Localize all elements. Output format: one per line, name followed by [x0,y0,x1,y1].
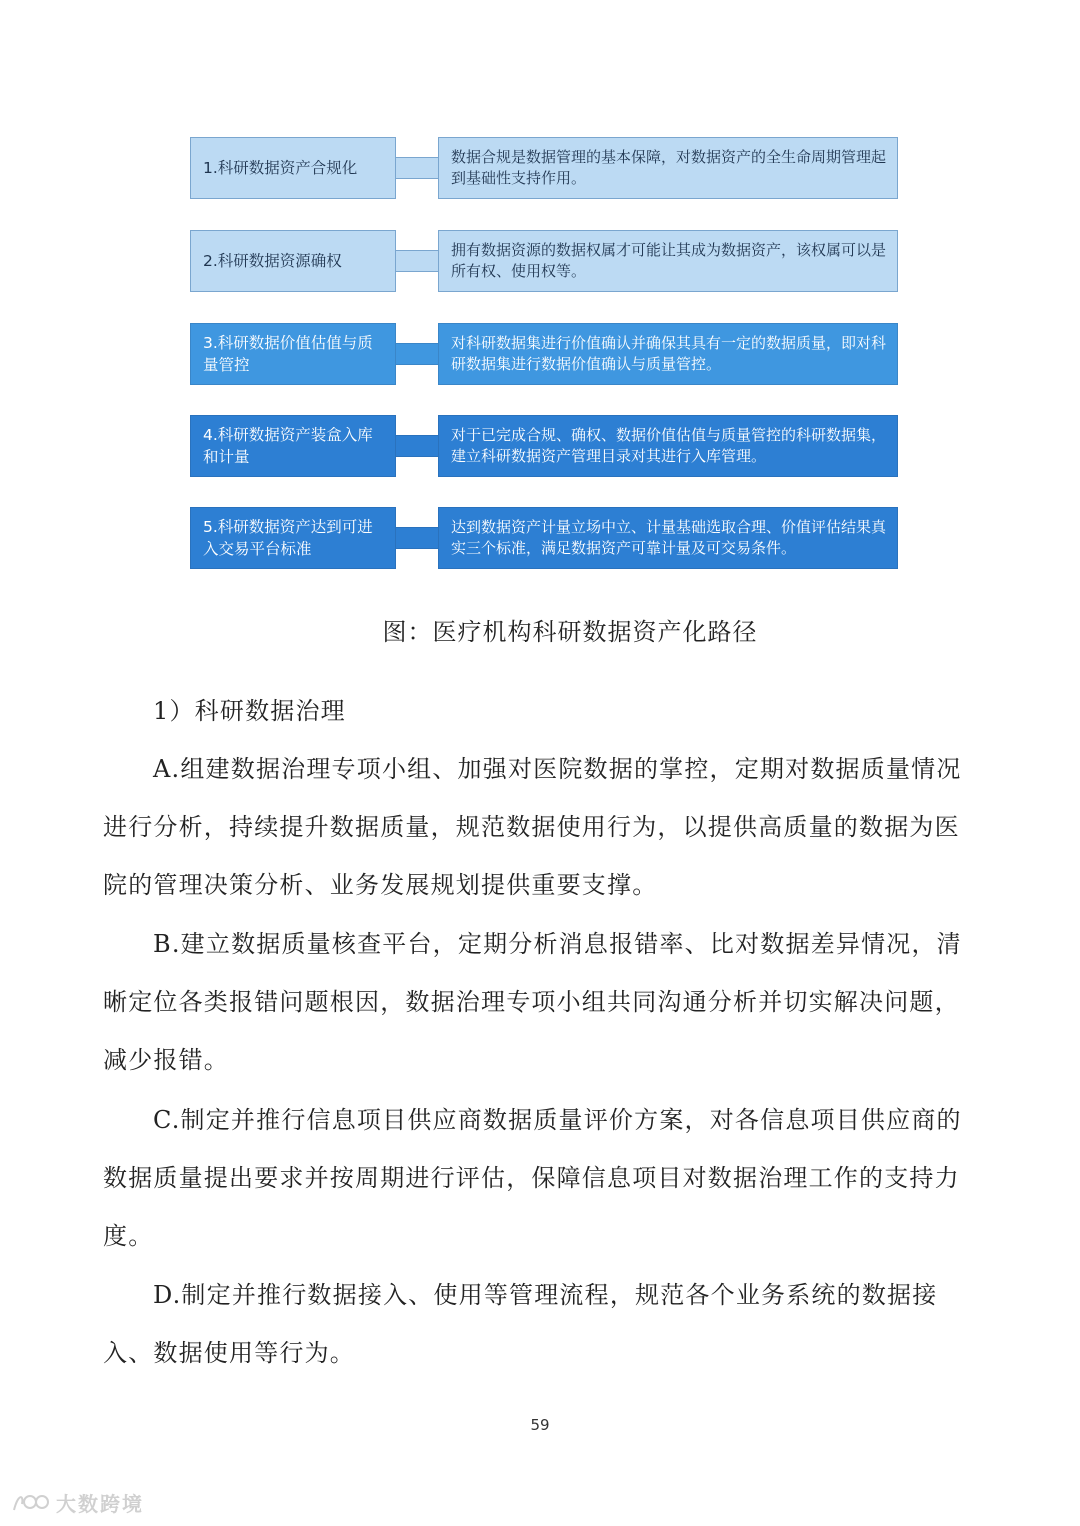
paragraph-c: C.制定并推行信息项目供应商数据质量评价方案，对各信息项目供应商的数据质量提出要求并按周期进行评估，保障信息项目对数据治理工作的支持力度。 [103,1106,962,1250]
figure-caption: 图：医疗机构科研数据资产化路径 [382,618,758,646]
paragraph-d: D.制定并推行数据接入、使用等管理流程，规范各个业务系统的数据接入、数据使用等行为。 [103,1281,938,1367]
diagram-step-description: 对科研数据集进行价值确认并确保其具有一定的数据质量，即对科研数据集进行数据价值确认与质量管控。 [438,323,898,385]
diagram-row-1 [190,137,898,199]
diagram-step-description: 数据合规是数据管理的基本保障，对数据资产的全生命周期管理起到基础性支持作用。 [438,137,898,199]
diagram-row-3 [190,323,898,385]
paragraph-a: A.组建数据治理专项小组、加强对医院数据的掌控，定期对数据质量情况进行分析，持续提升数据质量，规范数据使用行为，以提供高质量的数据为医院的管理决策分析、业务发展规划提供重要支撑。 [103,755,962,899]
diagram-step-label: 5.科研数据资产达到可进入交易平台标准 [190,507,396,569]
watermark-logo-icon [10,1490,50,1516]
diagram-connector [396,157,438,179]
diagram-connector [396,435,438,457]
paragraph-b: B.建立数据质量核查平台，定期分析消息报错率、比对数据差异情况，清晰定位各类报错问题根因，数据治理专项小组共同沟通分析并切实解决问题，减少报错。 [103,930,962,1074]
diagram-row-5 [190,507,898,569]
diagram-step-label: 2.科研数据资源确权 [190,230,396,292]
diagram-step-description: 对于已完成合规、确权、数据价值估值与质量管控的科研数据集，建立科研数据资产管理目录对其进行入库管理。 [438,415,898,477]
watermark-text: 大数跨境 [56,1492,144,1516]
diagram-step-label: 4.科研数据资产装盒入库和计量 [190,415,396,477]
diagram-row-2 [190,230,898,292]
diagram-step-description: 拥有数据资源的数据权属才可能让其成为数据资产，该权属可以是所有权、使用权等。 [438,230,898,292]
diagram-row-4 [190,415,898,477]
diagram-connector [396,343,438,365]
watermark [10,1488,144,1517]
section-heading: 1）科研数据治理 [153,697,346,725]
page-number: 59 [530,1416,550,1434]
flow-diagram [0,0,1080,600]
diagram-step-label: 1.科研数据资产合规化 [190,137,396,199]
diagram-connector [396,250,438,272]
diagram-connector [396,527,438,549]
diagram-step-label: 3.科研数据价值估值与质量管控 [190,323,396,385]
diagram-step-description: 达到数据资产计量立场中立、计量基础选取合理、价值评估结果真实三个标准，满足数据资产可靠计量及可交易条件。 [438,507,898,569]
